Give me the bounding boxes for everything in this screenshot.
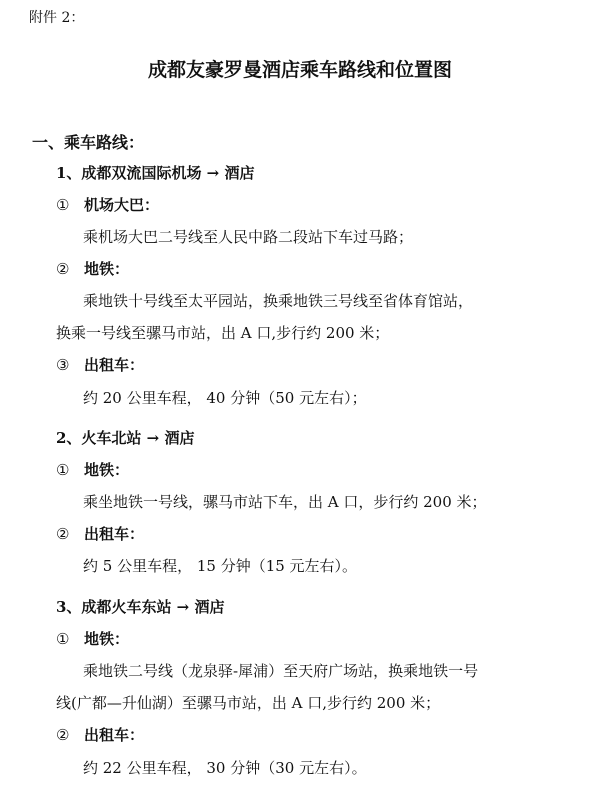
route-option-heading	[56, 460, 129, 480]
option-label: 地铁：	[84, 630, 130, 648]
option-detail-line: 线(广都—升仙湖）至骡马市站，出 A 口,步行约 200 米；	[56, 694, 441, 712]
route-heading: 2、火车北站 → 酒店	[56, 429, 195, 447]
option-marker: ①	[56, 630, 70, 648]
option-detail-line: 约 20 公里车程， 40 分钟（50 元左右）；	[83, 389, 367, 407]
option-marker: ②	[56, 260, 70, 278]
option-detail-line: 乘机场大巴二号线至人民中路二段站下车过马路；	[83, 228, 414, 246]
option-marker: ②	[56, 726, 70, 744]
document-title: 成都友豪罗曼酒店乘车路线和位置图	[147, 59, 452, 81]
route-heading: 1、成都双流国际机场 → 酒店	[56, 164, 255, 182]
route-option-heading	[56, 524, 144, 544]
option-label: 出租车：	[84, 356, 145, 374]
route-option-heading	[56, 725, 144, 745]
option-marker: ②	[56, 525, 70, 543]
route-heading: 3、成都火车东站 → 酒店	[56, 598, 225, 616]
option-detail-line: 乘坐地铁一号线，骡马市站下车，出 A 口，步行约 200 米；	[83, 493, 487, 511]
route-option-heading	[56, 629, 129, 649]
attachment-label: 附件 2：	[29, 10, 85, 26]
option-label: 出租车：	[84, 726, 145, 744]
option-label: 机场大巴：	[84, 196, 160, 214]
option-marker: ③	[56, 356, 70, 374]
option-detail-line: 换乘一号线至骡马市站，出 A 口,步行约 200 米；	[56, 324, 390, 342]
option-detail-line: 乘地铁二号线（龙泉驿-犀浦）至天府广场站，换乘地铁一号	[83, 662, 479, 680]
option-detail-line: 乘地铁十号线至太平园站，换乘地铁三号线至省体育馆站，	[83, 292, 474, 310]
option-label: 出租车：	[84, 525, 145, 543]
route-option-heading	[56, 259, 129, 279]
option-detail-line: 约 5 公里车程， 15 分钟（15 元左右）。	[83, 557, 358, 575]
option-label: 地铁：	[84, 260, 130, 278]
section-heading: 一、乘车路线：	[32, 133, 145, 152]
option-marker: ①	[56, 196, 70, 214]
option-detail-line: 约 22 公里车程， 30 分钟（30 元左右）。	[83, 759, 367, 777]
route-option-heading	[56, 195, 159, 215]
option-label: 地铁：	[84, 461, 130, 479]
route-option-heading	[56, 355, 144, 375]
option-marker: ①	[56, 461, 70, 479]
